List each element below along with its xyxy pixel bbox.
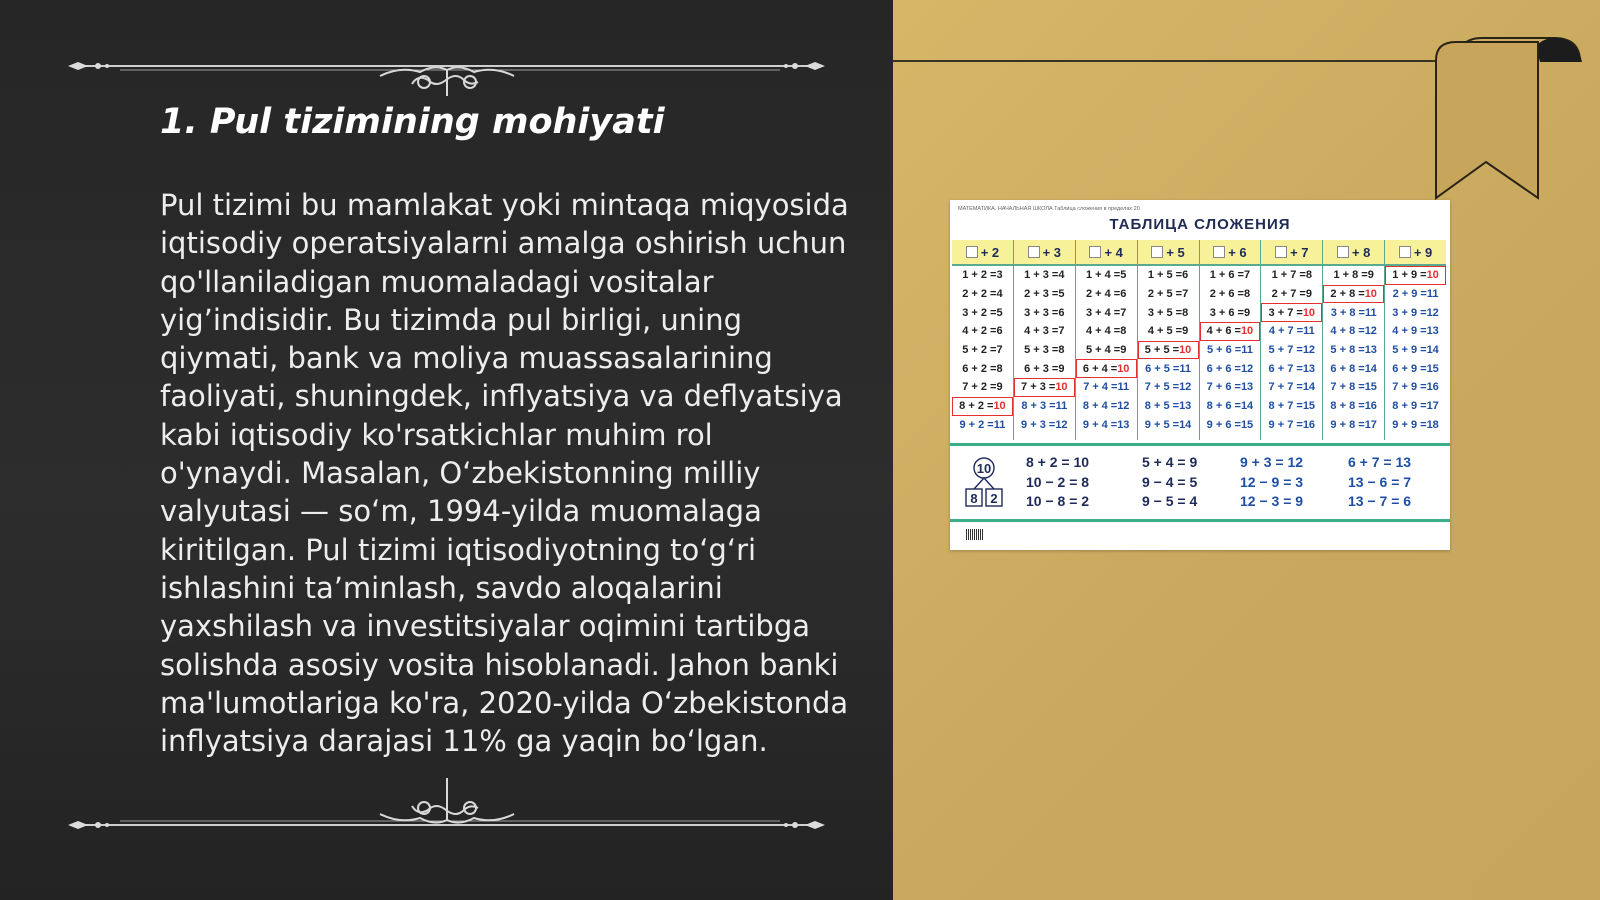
table-cell: 7 + 6 = 13 bbox=[1206, 381, 1254, 394]
table-cell: 7 + 3 = 10 bbox=[1014, 378, 1075, 397]
table-cell: 5 + 8 = 13 bbox=[1330, 344, 1377, 357]
table-cell: 3 + 5 = 8 bbox=[1147, 306, 1189, 319]
table-cell: 6 + 2 = 8 bbox=[962, 362, 1003, 375]
table-cell: 5 + 9 = 14 bbox=[1392, 344, 1439, 357]
table-cell: 9 + 3 = 12 bbox=[1021, 418, 1068, 431]
table-cell: 2 + 5 = 7 bbox=[1147, 288, 1189, 301]
example-line: 6 + 7 = 13 bbox=[1348, 454, 1412, 470]
table-footer-separator bbox=[950, 519, 1450, 522]
table-cell: 2 + 3 = 5 bbox=[1024, 288, 1065, 301]
table-cell: 6 + 6 = 12 bbox=[1206, 362, 1254, 375]
table-cell: 8 + 4 = 12 bbox=[1082, 400, 1130, 413]
table-cell: 8 + 3 = 11 bbox=[1021, 400, 1068, 413]
table-cell: 4 + 8 = 12 bbox=[1330, 325, 1377, 338]
column-label: + 9 bbox=[1413, 244, 1433, 260]
table-cell: 1 + 8 = 9 bbox=[1333, 269, 1374, 282]
table-cell: 2 + 7 = 9 bbox=[1271, 288, 1312, 301]
table-column bbox=[1260, 240, 1322, 440]
table-cell: 9 + 9 = 18 bbox=[1392, 418, 1439, 431]
empty-square-icon bbox=[1275, 246, 1287, 258]
table-column bbox=[1199, 240, 1261, 440]
table-cell: 1 + 4 = 5 bbox=[1085, 269, 1127, 282]
column-header bbox=[1200, 240, 1261, 266]
table-cell: 9 + 5 = 14 bbox=[1144, 418, 1192, 431]
empty-square-icon bbox=[1399, 246, 1411, 258]
bookmark-ribbon-icon bbox=[1430, 34, 1590, 204]
table-cell: 8 + 8 = 16 bbox=[1330, 400, 1377, 413]
empty-square-icon bbox=[966, 246, 978, 258]
table-cell: 4 + 7 = 11 bbox=[1268, 325, 1315, 338]
table-cell: 3 + 4 = 7 bbox=[1085, 306, 1127, 319]
example-group-1 bbox=[1026, 453, 1089, 512]
number-bond-icon bbox=[962, 455, 1006, 515]
table-cell: 2 + 9 = 11 bbox=[1392, 288, 1439, 301]
bond-part-2: 2 bbox=[990, 491, 998, 506]
example-line: 10 − 2 = 8 bbox=[1026, 473, 1090, 490]
table-cell: 2 + 8 = 10 bbox=[1323, 285, 1384, 304]
empty-square-icon bbox=[1337, 246, 1349, 258]
example-line: 13 − 6 = 7 bbox=[1348, 473, 1412, 490]
table-cell: 6 + 4 = 10 bbox=[1076, 359, 1137, 378]
table-cell: 2 + 6 = 8 bbox=[1209, 288, 1251, 301]
example-line: 10 − 8 = 2 bbox=[1026, 493, 1090, 509]
table-cell: 4 + 4 = 8 bbox=[1085, 325, 1127, 338]
bond-part-1: 8 bbox=[970, 491, 978, 506]
column-label: + 2 bbox=[980, 244, 1000, 260]
column-header bbox=[952, 240, 1013, 266]
column-header bbox=[1261, 240, 1322, 266]
example-group-3 bbox=[1240, 453, 1303, 512]
table-cell: 4 + 2 = 6 bbox=[962, 325, 1003, 338]
example-group-4 bbox=[1348, 453, 1411, 512]
barcode-icon bbox=[966, 529, 984, 540]
column-header bbox=[1138, 240, 1199, 266]
column-label: + 7 bbox=[1290, 244, 1309, 260]
publisher-fine-print bbox=[1240, 530, 1300, 542]
empty-square-icon bbox=[1028, 246, 1040, 258]
table-cell: 5 + 6 = 11 bbox=[1206, 344, 1253, 357]
table-cell: 1 + 5 = 6 bbox=[1147, 269, 1189, 282]
table-cell: 9 + 6 = 15 bbox=[1206, 418, 1254, 431]
column-header bbox=[1014, 240, 1075, 266]
slide-body-text: Pul tizimi bu mamlakat yoki mintaqa miqyosida iqtisodiy operatsiyalarni amalga oshirish uchun qo'llaniladigan muomaladagi vositalar yig’indisidir. Bu tizimda pul birligi, uning qiymati, bank va moliya muassasalarining faoliyati, shuningdek, inflyatsiya va deflyatsiya kabi iqtisodiy ko'rsatkichlar muhim rol o'ynaydi. Masalan, O‘zbekistonning milliy valyutasi — so‘m, 1994-yilda muomalaga kiritilgan. Pul tizimi iqtisodiyotning to‘g‘ri ishlashini ta’minlash, savdo aloqalarini yaxshilash va investitsiyalar oqimini tartibga solishda asosiy vosita hisoblanadi. Jahon banki ma'lumotlariga ko'ra, 2020-yilda O‘zbekistonda inflyatsiya darajasi 11% ga yaqin bo‘lgan. bbox=[160, 188, 849, 759]
table-column bbox=[1322, 240, 1384, 440]
table-cell: 2 + 2 = 4 bbox=[962, 288, 1003, 301]
publisher-fine-print bbox=[1310, 530, 1370, 542]
table-separator bbox=[950, 443, 1450, 446]
table-cell: 6 + 7 = 13 bbox=[1268, 362, 1316, 375]
table-cell: 8 + 6 = 14 bbox=[1206, 400, 1254, 413]
example-group-2 bbox=[1142, 453, 1197, 512]
example-line: 12 − 9 = 3 bbox=[1240, 473, 1304, 490]
table-cell: 7 + 2 = 9 bbox=[962, 381, 1003, 394]
table-cell: 3 + 9 = 12 bbox=[1392, 306, 1439, 319]
example-line: 12 − 3 = 9 bbox=[1240, 493, 1304, 509]
ornament-top-divider bbox=[0, 36, 893, 96]
example-line: 13 − 7 = 6 bbox=[1348, 493, 1412, 509]
column-label: + 8 bbox=[1351, 244, 1371, 260]
addition-table-image bbox=[950, 200, 1450, 550]
table-cell: 5 + 4 = 9 bbox=[1085, 344, 1127, 357]
empty-square-icon bbox=[1213, 246, 1225, 258]
table-cell: 1 + 6 = 7 bbox=[1209, 269, 1251, 282]
table-column bbox=[1137, 240, 1199, 440]
column-label: + 6 bbox=[1228, 244, 1247, 260]
table-cell: 5 + 5 = 10 bbox=[1138, 341, 1199, 360]
table-cell: 4 + 3 = 7 bbox=[1024, 325, 1065, 338]
table-column bbox=[1075, 240, 1137, 440]
table-cell: 9 + 8 = 17 bbox=[1330, 418, 1377, 431]
empty-square-icon bbox=[1089, 246, 1101, 258]
table-cell: 1 + 7 = 8 bbox=[1271, 269, 1312, 282]
table-cell: 3 + 7 = 10 bbox=[1261, 303, 1322, 322]
table-cell: 7 + 4 = 11 bbox=[1083, 381, 1130, 394]
table-cell: 6 + 3 = 9 bbox=[1024, 362, 1065, 375]
table-cell: 4 + 9 = 13 bbox=[1392, 325, 1439, 338]
publisher-fine-print bbox=[1370, 530, 1430, 542]
table-column bbox=[1013, 240, 1075, 440]
table-cell: 1 + 2 = 3 bbox=[962, 269, 1003, 282]
table-cell: 2 + 4 = 6 bbox=[1085, 288, 1127, 301]
slide-title: 1. Pul tizimining mohiyati bbox=[160, 102, 665, 142]
right-divider-line bbox=[893, 60, 1438, 62]
example-line: 9 + 3 = 12 bbox=[1240, 454, 1304, 470]
column-header bbox=[1076, 240, 1137, 266]
table-cell: 7 + 5 = 12 bbox=[1144, 381, 1192, 394]
bond-whole: 10 bbox=[976, 461, 992, 476]
column-header bbox=[1385, 240, 1446, 266]
ornament-bottom-divider bbox=[0, 778, 893, 838]
table-cell: 5 + 3 = 8 bbox=[1024, 344, 1065, 357]
table-cell: 4 + 6 = 10 bbox=[1200, 322, 1261, 341]
column-label: + 4 bbox=[1104, 244, 1123, 260]
example-line: 8 + 2 = 10 bbox=[1026, 454, 1090, 470]
table-cell: 9 + 7 = 16 bbox=[1268, 418, 1316, 431]
column-label: + 3 bbox=[1042, 244, 1062, 260]
table-cell: 8 + 5 = 13 bbox=[1144, 400, 1192, 413]
table-cell: 5 + 2 = 7 bbox=[962, 344, 1003, 357]
table-cell: 6 + 8 = 14 bbox=[1330, 362, 1377, 375]
table-cell: 3 + 8 = 11 bbox=[1330, 306, 1377, 319]
table-cell: 7 + 8 = 15 bbox=[1330, 381, 1377, 394]
table-cell: 8 + 2 = 10 bbox=[952, 397, 1013, 416]
example-line: 9 − 5 = 4 bbox=[1142, 493, 1198, 509]
empty-square-icon bbox=[1151, 246, 1163, 258]
example-line: 9 − 4 = 5 bbox=[1142, 473, 1198, 490]
table-cell: 8 + 7 = 15 bbox=[1268, 400, 1316, 413]
table-cell: 3 + 3 = 6 bbox=[1024, 306, 1065, 319]
table-cell: 7 + 9 = 16 bbox=[1392, 381, 1439, 394]
table-cell: 8 + 9 = 17 bbox=[1392, 400, 1439, 413]
table-cell: 9 + 4 = 13 bbox=[1082, 418, 1130, 431]
table-cell: 5 + 7 = 12 bbox=[1268, 344, 1316, 357]
table-cell: 4 + 5 = 9 bbox=[1147, 325, 1189, 338]
table-cell: 1 + 3 = 4 bbox=[1024, 269, 1065, 282]
table-header-caption: МАТЕМАТИКА. НАЧАЛЬНАЯ ШКОЛА Таблица сложения в пределах 20 bbox=[958, 206, 1140, 212]
table-cell: 3 + 6 = 9 bbox=[1209, 306, 1251, 319]
table-title: ТАБЛИЦА СЛОЖЕНИЯ bbox=[1109, 216, 1291, 233]
table-cell: 7 + 7 = 14 bbox=[1268, 381, 1316, 394]
table-cell: 1 + 9 = 10 bbox=[1385, 266, 1446, 285]
addition-grid bbox=[952, 240, 1446, 440]
column-header bbox=[1323, 240, 1384, 266]
table-cell: 3 + 2 = 5 bbox=[962, 306, 1003, 319]
example-line: 5 + 4 = 9 bbox=[1142, 454, 1198, 470]
table-cell: 9 + 2 = 11 bbox=[959, 418, 1006, 431]
table-column bbox=[952, 240, 1013, 440]
column-label: + 5 bbox=[1166, 244, 1185, 260]
table-column bbox=[1384, 240, 1446, 440]
table-cell: 6 + 9 = 15 bbox=[1392, 362, 1439, 375]
table-cell: 6 + 5 = 11 bbox=[1145, 362, 1192, 375]
